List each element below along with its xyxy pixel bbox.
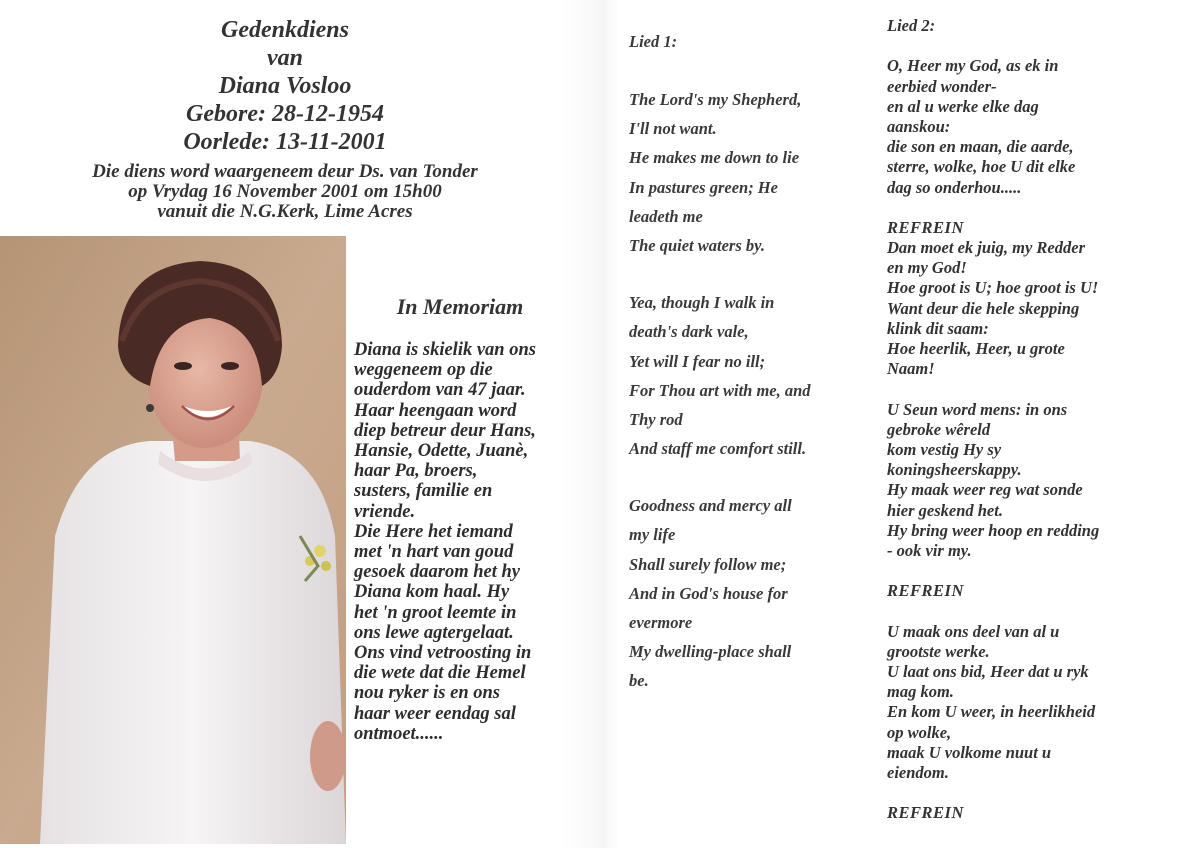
service-details	[40, 162, 530, 222]
memoriam-line: vriende.	[354, 501, 416, 522]
hymn-line: Dan moet ek juig, my Redder	[887, 238, 1085, 258]
hymn-line: He makes me down to lie	[629, 148, 800, 168]
hymn-line: Thy rod	[629, 409, 683, 429]
memoriam-text	[354, 340, 604, 744]
hymn-line: dag so onderhou.....	[887, 177, 1022, 197]
service-line: Die diens word waargeneem deur Ds. van Tonder	[92, 161, 478, 182]
hymn-line: For Thou art with me, and	[629, 380, 811, 400]
hymn-line: U Seun word mens: in ons	[887, 399, 1068, 419]
memoriam-line: diep betreur deur Hans,	[354, 420, 536, 441]
hymn-line: aanskou:	[887, 116, 951, 136]
hymn-line: En kom U weer, in heerlikheid	[887, 702, 1096, 722]
hymn-line: - ook vir my.	[887, 540, 972, 560]
refrein-label: REFREIN	[887, 217, 964, 237]
hymn-line: In pastures green; He	[629, 177, 778, 197]
hymn-line: Yet will I fear no ill;	[629, 351, 766, 371]
hymn-2-label: Lied 2:	[887, 16, 936, 35]
service-line: op Vrydag 16 November 2001 om 15h00	[128, 181, 442, 202]
memoriam-line: ouderdom van 47 jaar.	[354, 380, 526, 401]
memoriam-line: Diana kom haal. Hy	[354, 582, 510, 603]
memoriam-line: het 'n groot leemte in	[354, 602, 517, 623]
service-title: Gedenkdiens	[221, 17, 349, 43]
hymn-line: mag kom.	[887, 682, 954, 702]
hymn-line: U laat ons bid, Heer dat u ryk	[887, 662, 1089, 682]
hymn-line: kom vestig Hy sy	[887, 439, 1002, 459]
hymn-line: die son en maan, die aarde,	[887, 137, 1074, 157]
hymn-line: evermore	[629, 613, 693, 632]
hymn-line: klink dit saam:	[887, 318, 989, 338]
hymn-line: O, Heer my God, as ek in	[887, 56, 1059, 76]
memoriam-line: weggeneem op die	[354, 360, 493, 381]
birth-date: Gebore: 28-12-1954	[186, 101, 384, 127]
header	[40, 16, 530, 156]
deceased-name: Diana Vosloo	[218, 73, 352, 99]
memoriam-line: Hansie, Odette, Juanè,	[354, 441, 529, 462]
hymn-line: be.	[629, 671, 649, 691]
hymn-line: maak U volkome nuut u	[887, 742, 1052, 762]
memoriam-line: nou ryker is en ons	[354, 683, 500, 704]
memoriam-line: haar Pa, broers,	[354, 461, 478, 482]
memoriam-line: susters, familie en	[354, 481, 493, 502]
hymn-line: gebroke wêreld	[887, 419, 991, 439]
hymn-line: op wolke,	[887, 722, 952, 742]
memoriam-line: met 'n hart van goud	[354, 542, 514, 563]
memoriam-line: die wete dat die Hemel	[354, 663, 526, 684]
memoriam-line: Diana is skielik van ons	[354, 340, 536, 360]
hymn-line: grootste werke.	[887, 641, 990, 661]
service-van: van	[267, 45, 303, 71]
hymn-line: Naam!	[887, 359, 935, 379]
hymn-line: My dwelling-place shall	[629, 642, 792, 662]
memoriam-line: ontmoet......	[354, 723, 444, 744]
hymn-1	[629, 30, 869, 699]
hymn-line: koningsheerskappy.	[887, 460, 1022, 480]
memoriam-line: ons lewe agtergelaat.	[354, 622, 514, 643]
hymn-line: en my God!	[887, 258, 967, 278]
hymn-line: Hoe heerlik, Heer, u grote	[887, 339, 1065, 359]
hymn-line: U maak ons deel van al u	[887, 621, 1060, 641]
hymn-line: death's dark vale,	[629, 322, 749, 342]
hymn-line: Hoe groot is U; hoe groot is U!	[887, 278, 1099, 298]
hymn-line: Hy maak weer reg wat sonde	[887, 480, 1083, 500]
hymn-line: my life	[629, 525, 676, 545]
hymn-line: eerbied wonder-	[887, 76, 997, 96]
hymn-line: eiendom.	[887, 762, 949, 782]
hymn-line: Goodness and mercy all	[629, 496, 792, 516]
hymn-line: The Lord's my Shepherd,	[629, 90, 802, 109]
hymn-line: Yea, though I walk in	[629, 293, 775, 313]
hymn-line: en al u werke elke dag	[887, 96, 1039, 116]
hymn-line: I'll not want.	[629, 119, 717, 139]
hymn-line: And staff me comfort still.	[629, 439, 807, 459]
refrein-label: REFREIN	[887, 581, 964, 601]
memoriam-line: haar weer eendag sal	[354, 703, 516, 724]
hymn-line: hier geskend het.	[887, 500, 1003, 520]
memoriam-line: Die Here het iemand	[354, 521, 513, 542]
hymn-2	[887, 16, 1187, 824]
memoriam-line: Ons vind vetroosting in	[354, 643, 532, 664]
hymn-line: And in God's house for	[629, 583, 788, 603]
hymn-line: Shall surely follow me;	[629, 554, 787, 574]
hymn-line: Want deur die hele skepping	[887, 298, 1080, 318]
hymn-line: Hy bring weer hoop en redding	[887, 520, 1100, 540]
refrein-label: REFREIN	[887, 803, 964, 823]
portrait-photo	[0, 236, 346, 844]
service-line: vanuit die N.G.Kerk, Lime Acres	[157, 201, 413, 222]
hymn-1-label: Lied 1:	[629, 32, 678, 51]
death-date: Oorlede: 13-11-2001	[183, 129, 387, 155]
hymn-line: The quiet waters by.	[629, 235, 765, 255]
memoriam-line: Haar heengaan word	[354, 400, 517, 421]
hymn-line: leadeth me	[629, 206, 703, 226]
hymn-line: sterre, wolke, hoe U dit elke	[887, 157, 1076, 177]
memoriam-heading: In Memoriam	[396, 294, 524, 319]
memoriam-line: gesoek daarom het hy	[354, 562, 520, 583]
